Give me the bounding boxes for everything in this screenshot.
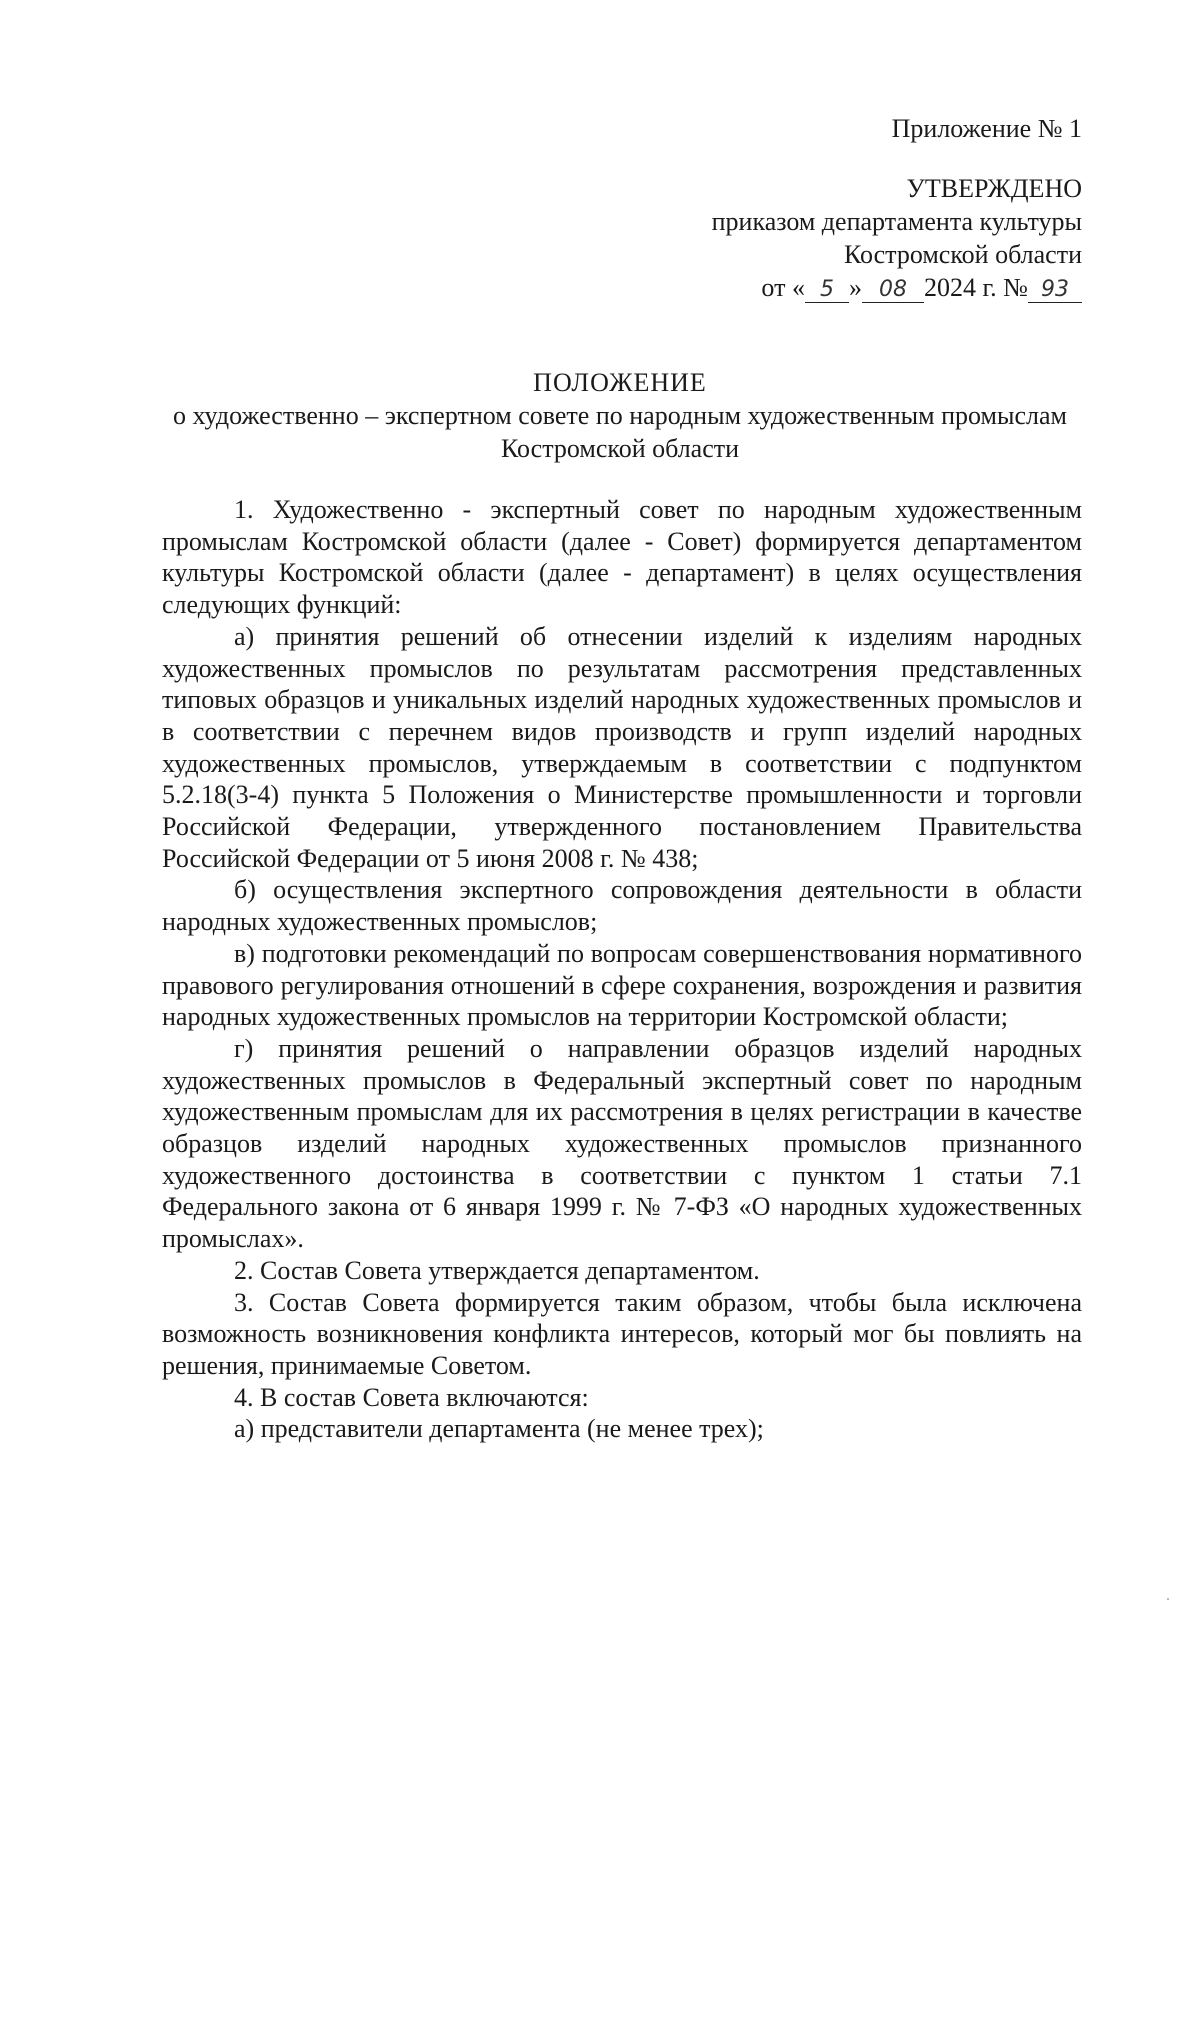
paragraph-2: 2. Состав Совета утверждается департаментом. [234, 1255, 760, 1285]
paragraph-1b: б) осуществления экспертного сопровождения деятельности в области народных художественных промыслов; [162, 875, 1082, 937]
annex-label [892, 112, 1082, 145]
annex-text: Приложение № 1 [891, 114, 1082, 143]
paragraph-1v: в) подготовки рекомендаций по вопросам совершенствования нормативного правового регулирования отношений в сфере сохранения, возрождения и развития народных художественных промыслов на территории Костромской области; [162, 938, 1082, 1032]
scan-speck [1167, 1598, 1169, 1600]
paragraph-1a: а) принятия решений об отнесении изделий к изделиям народных художественных промыслов по результатам рассмотрения представленных типовых образцов и уникальных изделий народных художественных промыслов и в соответствии с перечнем видов производств и групп изделий народных художественных промыслов, утверждаемым в соответствии с подпунктом 5.2.18(3-4) пункта 5 Положения о Министерстве промышленности и торговли Российской Федерации, утвержденного постановлением Правительства Российской Федерации от 5 июня 2008 г. № 438; [162, 621, 1082, 873]
document-body [162, 494, 1082, 1445]
order-line-2: Костромской области [843, 240, 1082, 269]
handwritten-order-number: 93 [1028, 278, 1082, 303]
handwritten-day: 5 [805, 278, 849, 303]
approved-stamp-text: УТВЕРЖДЕНО [906, 174, 1082, 203]
handwritten-month: 08 [862, 278, 924, 303]
order-date-line [712, 271, 1082, 304]
approval-block [712, 172, 1082, 304]
order-line-1: приказом департамента культуры [711, 207, 1082, 236]
date-year: 2024 г. № [923, 273, 1028, 302]
document-title: ПОЛОЖЕНИЕ [533, 368, 707, 397]
paragraph-1: 1. Художественно - экспертный совет по народным художественным промыслам Костромской области (далее - Совет) формируется департаментом культуры Костромской области (далее - департамент) в целях осуществления следующих функций: [162, 495, 1082, 620]
date-prefix: от « [761, 273, 805, 302]
paragraph-3: 3. Состав Совета формируется таким образом, чтобы была исключена возможность возникновения конфликта интересов, который мог бы повлиять на решения, принимаемые Советом. [162, 1287, 1082, 1380]
document-subtitle: о художественно – экспертном совете по народным художественным промыслам Костромской области [173, 401, 1067, 463]
paragraph-1g: г) принятия решений о направлении образцов изделий народных художественных промыслов в Федеральный экспертный совет по народным художественным промыслам для их рассмотрения в целях регистрации в качестве образцов изделий народных художественных промыслов признанного художественного достоинства в соответствии с пунктом 1 статьи 7.1 Федерального закона от 6 января 1999 г. № 7-ФЗ «О народных художественных промыслах». [162, 1033, 1082, 1254]
paragraph-4a: а) представители департамента (не менее трех); [234, 1414, 764, 1444]
date-mid: » [848, 273, 862, 302]
document-title-block [160, 366, 1080, 465]
paragraph-4: 4. В состав Совета включаются: [234, 1382, 589, 1412]
